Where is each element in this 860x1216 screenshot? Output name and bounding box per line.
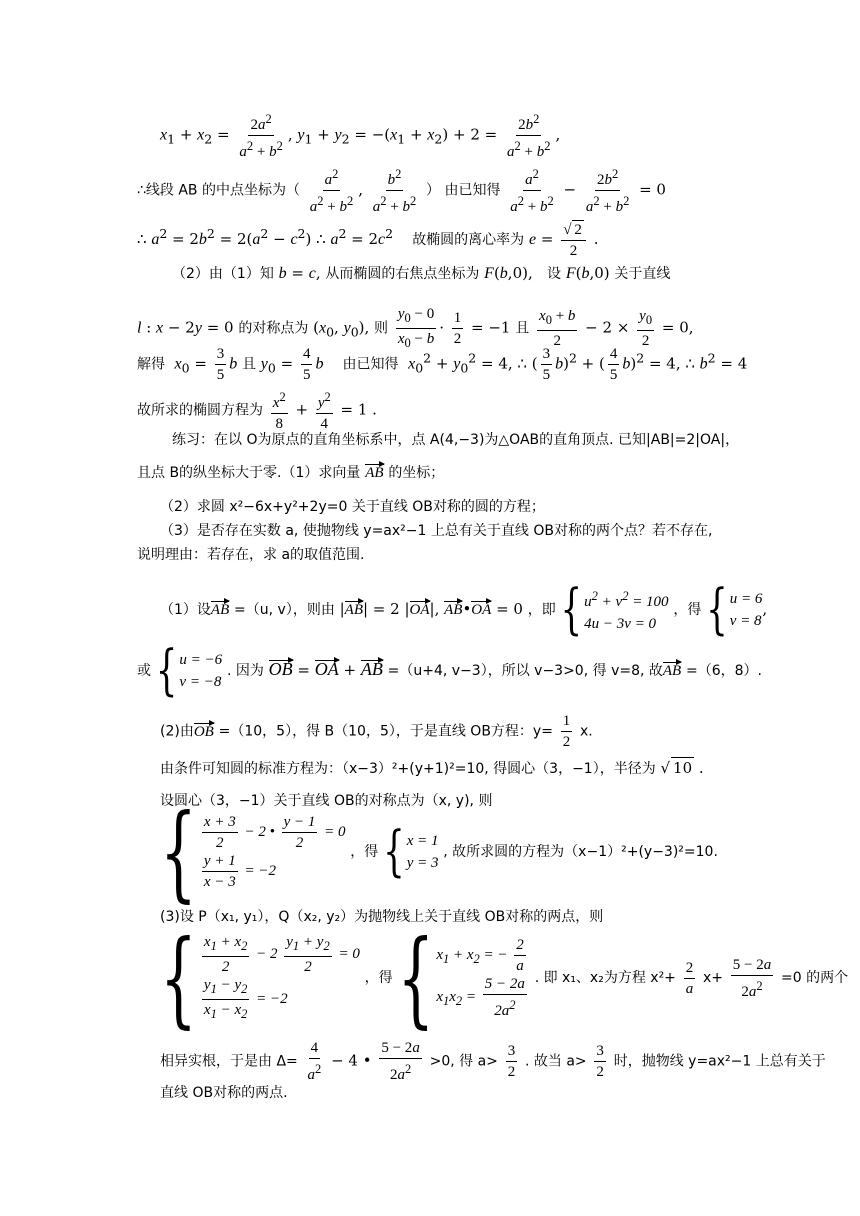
midpoint-line: ∴线段 AB 的中点坐标为（ $\frac{a^2}{a^2 + b^2}$ , $\frac{b^2}{a^2 + b^2}$ ） 由已知得 $\frac{a^2}{a^2 + b^2}$ − $\frac{2b^2}{a^2 + b^2}$ = 0: [137, 167, 666, 215]
part2-label: （2）由（1）知: [172, 266, 274, 282]
solve-line: 解得 $x_0$ = $\frac{3}{5}$ b 且 $y_0$ = $\frac{4}{5}$ b 由已知得 $x_0^2 + y_0^2 = 4$, ∴ ( $\frac{3}{5}$ b)$^2$ + ( $\frac{4}{5}$ b)$^2$ = 4, ∴ $b^2 = 4$: [137, 346, 748, 383]
exercise-line: 练习：在以 O为原点的直角坐标系中，点 A(4,−3)为△OAB的直角顶点. 已知|AB|=2|OA|，: [172, 432, 740, 448]
parabola-get: ，得: [364, 970, 393, 986]
circle-result: , 故所求圆的方程为（x−1）²+(y−3)²=10.: [443, 844, 718, 860]
roots-x: x+: [702, 970, 723, 986]
because-label: . 因为: [226, 663, 264, 679]
parabola-system-line: { $\frac{x_1 + x_2}{2}$ − 2 $\frac{y_1 + y_2}{2}$ = 0 $\frac{y_1 - y_2}{x_1 - x_2}$ = −2 ，得 { $x_1 + x_2$ = − $\frac{2}{a}$ $x_1x_2$ = $\frac{5 - 2a}{2a^2}$ . 即 x₁、x₂为方程 x²+ $\frac{2}{a}$ x+ $\frac{5 - 2a}{2a^2}$ =0 的两个: [160, 916, 849, 1040]
let-label: 设: [547, 266, 562, 282]
roots-end: =0 的两个: [781, 970, 849, 986]
exercise-q2-line: （2）求圆 x²−6x+y²+2y=0 关于直线 OB对称的圆的方程；: [160, 499, 545, 515]
center-system-line: { $\frac{x + 3}{2}$ − 2 • $\frac{y - 1}{2}$ = 0 $\frac{y + 1}{x - 3}$ = −2 ，得 { x = 1 y = 3 , 故所求圆的方程为（x−1）²+(y−3)²=10.: [160, 790, 718, 914]
solve-label: 解得: [137, 356, 165, 373]
given-label: 由已知得: [342, 356, 399, 373]
sol1-label: （1）设: [160, 602, 211, 618]
disc-label: 相异实根，于是由 Δ=: [160, 1053, 298, 1070]
and-label: 且: [515, 320, 530, 337]
conclusion-line: 直线 OB对称的两点.: [160, 1085, 288, 1101]
ellipse-label: 故所求的椭圆方程为: [137, 402, 263, 419]
vector-ab: AB: [365, 465, 384, 481]
exercise-q3-cont-line: 说明理由：若存在，求 a的取值范围.: [137, 547, 365, 563]
exercise-q3-line: （3）是否存在实数 a, 使抛物线 y=ax²−1 上总有关于直线 OB对称的两个点？若不存在,: [160, 523, 713, 539]
sol1-result: =（u+4, v−3），所以 v−3>0, 得 v=8, 故: [387, 663, 663, 679]
solution1-line: （1）设AB =（u, v），则由 |AB| = 2 |OA|, AB•OA = 0 ，即 { $u^2 + v^2 = 100$ 4u − 3v = 0 ，得 { u = 6 v = 8 ,: [160, 578, 768, 642]
center-symmetric-line: 设圆心（3，−1）关于直线 OB的对称点为（x, y), 则: [160, 793, 493, 809]
symmetric-label: 的对称点为: [238, 320, 309, 337]
exercise-q1-line: [137, 462, 444, 483]
disc-end: 时，抛物线 y=ax²−1 上总有关于: [613, 1053, 826, 1070]
disc-when: . 故当 a>: [524, 1053, 587, 1070]
q1-label: 且点 B的纵坐标大于零.（1）求向量: [137, 465, 361, 481]
circle-standard-line: 由条件可知圆的标准方程为：（x−3）²+(y+1)²=10, 得圆心（3，−1），半径为 √ 10 .: [160, 759, 704, 777]
symmetric-point-line: l : x − 2y = 0 的对称点为 ($x_0$, $y_0$), 则 $\frac{y_0 - 0}{x_0 - b}$ · $\frac{1}{2}$ = −1 且 $\frac{x_0 + b}{2}$ − 2 × $\frac{y_0}{2}$ = 0,: [137, 306, 694, 350]
sol1-uv: =（u, v），则由: [234, 602, 335, 618]
disc-gt: >0, 得 a>: [429, 1053, 498, 1070]
known-label: ） 由已知得: [426, 182, 501, 199]
about-line-label: 关于直线: [614, 266, 671, 282]
sol1-final: =（6，8）.: [686, 663, 762, 679]
equation-line-midpoint-sums: $x_1 + x_2$ = $\frac{2a^2}{a^2 + b^2}$ , $y_1 + y_2 = -(x_1 + x_2) + 2$ = $\frac{2b^2}{a^2 + b^2}$ ,: [160, 112, 561, 160]
q1-suffix: 的坐标；: [388, 465, 445, 481]
eccentricity-label: 故椭圆的离心率为: [412, 232, 525, 248]
focus-label: 从而椭圆的右焦点坐标为: [325, 266, 480, 282]
sol2-x: x.: [580, 723, 593, 740]
roots-text: . 即 x₁、x₂为方程 x²+: [534, 970, 676, 986]
sol1-ie: ，即: [527, 602, 556, 618]
sol1-get: ，得: [673, 602, 702, 618]
center-get: ，得: [350, 844, 379, 860]
circle-text: 由条件可知圆的标准方程为：（x−3）²+(y+1)²=10, 得圆心（3，−1），半径为: [160, 761, 656, 777]
ellipse-equation-line: 故所求的椭圆方程为 $\frac{x^2}{8}$ + $\frac{y^2}{4}$ = 1 .: [137, 390, 377, 432]
solution1-cont-line: 或 { u = −6 v = −8 . 因为 OB = OA + AB =（u+4, v−3），所以 v−3>0, 得 v=8, 故AB =（6，8）.: [137, 639, 762, 703]
part2-line: （2）由（1）知 b = c, 从而椭圆的右焦点坐标为 F(b,0), 设 F(b,0) 关于直线: [172, 264, 671, 282]
sol2-label: (2)由: [160, 723, 194, 740]
or-label: 或: [137, 663, 151, 679]
midpoint-label: ∴线段 AB 的中点坐标为（: [137, 182, 300, 199]
sol2-text: =（10，5），得 B（10，5），于是直线 OB方程：y=: [218, 723, 553, 740]
eccentricity-line: ∴ $a^2 = 2b^2 = 2(a^2 - c^2)$ ∴ $a^2 = 2c^2$ 故椭圆的离心率为 e = $\frac{√ 2}{2}$ .: [137, 222, 599, 259]
then-label: 则: [374, 320, 389, 337]
solution3-line: (3)设 P（x₁, y₁），Q（x₂, y₂）为抛物线上关于直线 OB对称的两点，则: [160, 909, 604, 925]
discriminant-line: 相异实根，于是由 Δ= $\frac{4}{a^2}$ − 4 • $\frac{5 - 2a}{2a^2}$ >0, 得 a> $\frac{3}{2}$ . 故当 a> $\frac{3}{2}$ 时，抛物线 y=ax²−1 上总有关于: [160, 1040, 826, 1083]
solution2-line: (2)由OB =（10，5），得 B（10，5），于是直线 OB方程：y= $\frac{1}{2}$ x.: [160, 713, 593, 750]
